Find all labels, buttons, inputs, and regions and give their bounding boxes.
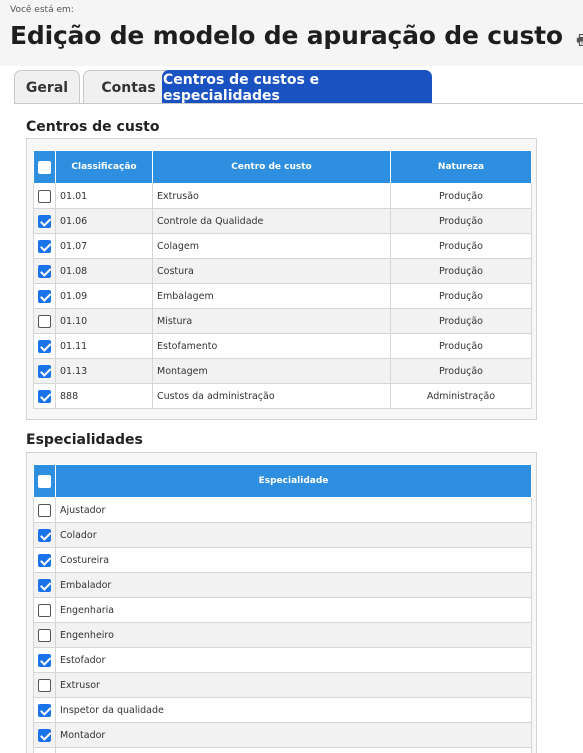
cell-natureza: Produção <box>391 334 532 359</box>
table-row[interactable] <box>34 234 532 259</box>
cell-especialidade: Estofador <box>56 648 532 673</box>
row-checkbox-cell <box>34 498 56 523</box>
row-checkbox-cell <box>34 548 56 573</box>
row-checkbox[interactable] <box>38 554 51 567</box>
cost-centers-title: Centros de custo <box>26 119 160 135</box>
cell-classificacao: 01.09 <box>56 284 153 309</box>
row-checkbox[interactable] <box>38 579 51 592</box>
table-row[interactable] <box>34 359 532 384</box>
column-header-especialidade[interactable]: Especialidade <box>56 465 532 498</box>
cell-especialidade: Engenheiro <box>56 623 532 648</box>
cell-natureza: Produção <box>391 284 532 309</box>
table-header-row <box>34 151 532 184</box>
row-checkbox-cell <box>34 573 56 598</box>
select-all-checkbox[interactable] <box>38 161 51 174</box>
row-checkbox-cell <box>34 698 56 723</box>
row-checkbox-cell <box>34 523 56 548</box>
table-row[interactable] <box>34 723 532 748</box>
cell-centro-de-custo: Controle da Qualidade <box>153 209 391 234</box>
table-header-row <box>34 465 532 498</box>
row-checkbox[interactable] <box>38 340 51 353</box>
printer-icon[interactable] <box>576 23 583 52</box>
row-checkbox[interactable] <box>38 729 51 742</box>
row-checkbox[interactable] <box>38 240 51 253</box>
table-row[interactable] <box>34 523 532 548</box>
cell-centro-de-custo: Montagem <box>153 359 391 384</box>
cell-especialidade <box>56 748 532 753</box>
cell-natureza: Produção <box>391 209 532 234</box>
row-checkbox-cell <box>34 598 56 623</box>
table-row[interactable] <box>34 748 532 753</box>
cost-centers-table-wrap <box>33 150 531 409</box>
row-checkbox[interactable] <box>38 190 51 203</box>
row-checkbox[interactable] <box>38 290 51 303</box>
select-all-checkbox[interactable] <box>38 475 51 488</box>
cell-especialidade: Extrusor <box>56 673 532 698</box>
row-checkbox[interactable] <box>38 679 51 692</box>
cell-classificacao: 01.08 <box>56 259 153 284</box>
row-checkbox-cell <box>34 384 56 409</box>
table-row[interactable] <box>34 573 532 598</box>
row-checkbox[interactable] <box>38 215 51 228</box>
table-row[interactable] <box>34 673 532 698</box>
cell-especialidade: Engenharia <box>56 598 532 623</box>
cell-natureza: Produção <box>391 259 532 284</box>
cell-especialidade: Inspetor da qualidade <box>56 698 532 723</box>
column-header-centro-de-custo[interactable]: Centro de custo <box>153 151 391 184</box>
table-row[interactable] <box>34 309 532 334</box>
cell-classificacao: 01.01 <box>56 184 153 209</box>
row-checkbox[interactable] <box>38 629 51 642</box>
cell-classificacao: 888 <box>56 384 153 409</box>
table-row[interactable] <box>34 648 532 673</box>
cell-centro-de-custo: Extrusão <box>153 184 391 209</box>
row-checkbox-cell <box>34 309 56 334</box>
table-row[interactable] <box>34 259 532 284</box>
row-checkbox[interactable] <box>38 265 51 278</box>
cell-natureza: Produção <box>391 184 532 209</box>
page-header <box>0 0 583 66</box>
cell-classificacao: 01.10 <box>56 309 153 334</box>
tab-divider <box>14 103 583 104</box>
cell-natureza: Produção <box>391 309 532 334</box>
row-checkbox[interactable] <box>38 365 51 378</box>
table-row[interactable] <box>34 284 532 309</box>
tab-centros-especialidades[interactable]: Centros de custos e especialidades <box>162 70 432 104</box>
row-checkbox-cell <box>34 359 56 384</box>
cell-especialidade: Ajustador <box>56 498 532 523</box>
row-checkbox-cell <box>34 234 56 259</box>
page-title-text: Edição de modelo de apuração de custo <box>10 21 563 50</box>
tab-contas[interactable]: Contas <box>83 70 174 104</box>
cell-classificacao: 01.06 <box>56 209 153 234</box>
column-header-natureza[interactable]: Natureza <box>391 151 532 184</box>
row-checkbox[interactable] <box>38 529 51 542</box>
cost-centers-table <box>33 150 532 409</box>
cell-centro-de-custo: Colagem <box>153 234 391 259</box>
row-checkbox-cell <box>34 748 56 753</box>
row-checkbox-cell <box>34 209 56 234</box>
row-checkbox[interactable] <box>38 654 51 667</box>
table-row[interactable] <box>34 548 532 573</box>
column-header-classificacao[interactable]: Classificação <box>56 151 153 184</box>
row-checkbox[interactable] <box>38 315 51 328</box>
cell-centro-de-custo: Estofamento <box>153 334 391 359</box>
row-checkbox-cell <box>34 648 56 673</box>
row-checkbox[interactable] <box>38 390 51 403</box>
table-row[interactable] <box>34 384 532 409</box>
specialties-table <box>33 464 532 753</box>
table-row[interactable] <box>34 698 532 723</box>
cell-natureza: Produção <box>391 359 532 384</box>
cell-especialidade: Embalador <box>56 573 532 598</box>
breadcrumb: Você está em: <box>10 5 74 15</box>
row-checkbox[interactable] <box>38 604 51 617</box>
row-checkbox-cell <box>34 259 56 284</box>
tab-geral[interactable]: Geral <box>14 70 80 104</box>
cell-centro-de-custo: Custos da administração <box>153 384 391 409</box>
specialties-title: Especialidades <box>26 432 143 448</box>
cell-natureza: Administração <box>391 384 532 409</box>
table-row[interactable] <box>34 184 532 209</box>
cell-classificacao: 01.13 <box>56 359 153 384</box>
row-checkbox-cell <box>34 723 56 748</box>
cell-especialidade: Montador <box>56 723 532 748</box>
cell-centro-de-custo: Mistura <box>153 309 391 334</box>
cell-centro-de-custo: Embalagem <box>153 284 391 309</box>
specialties-table-wrap <box>33 464 531 753</box>
row-checkbox-cell <box>34 284 56 309</box>
table-row[interactable] <box>34 598 532 623</box>
row-checkbox-cell <box>34 673 56 698</box>
select-all-cell <box>34 151 56 184</box>
cell-classificacao: 01.07 <box>56 234 153 259</box>
cell-classificacao: 01.11 <box>56 334 153 359</box>
select-all-cell <box>34 465 56 498</box>
table-row[interactable] <box>34 334 532 359</box>
table-row[interactable] <box>34 623 532 648</box>
page-title <box>10 21 583 52</box>
row-checkbox[interactable] <box>38 504 51 517</box>
cell-centro-de-custo: Costura <box>153 259 391 284</box>
table-row[interactable] <box>34 498 532 523</box>
table-row[interactable] <box>34 209 532 234</box>
row-checkbox-cell <box>34 184 56 209</box>
cell-especialidade: Colador <box>56 523 532 548</box>
row-checkbox[interactable] <box>38 704 51 717</box>
cell-natureza: Produção <box>391 234 532 259</box>
cell-especialidade: Costureira <box>56 548 532 573</box>
row-checkbox-cell <box>34 623 56 648</box>
row-checkbox-cell <box>34 334 56 359</box>
